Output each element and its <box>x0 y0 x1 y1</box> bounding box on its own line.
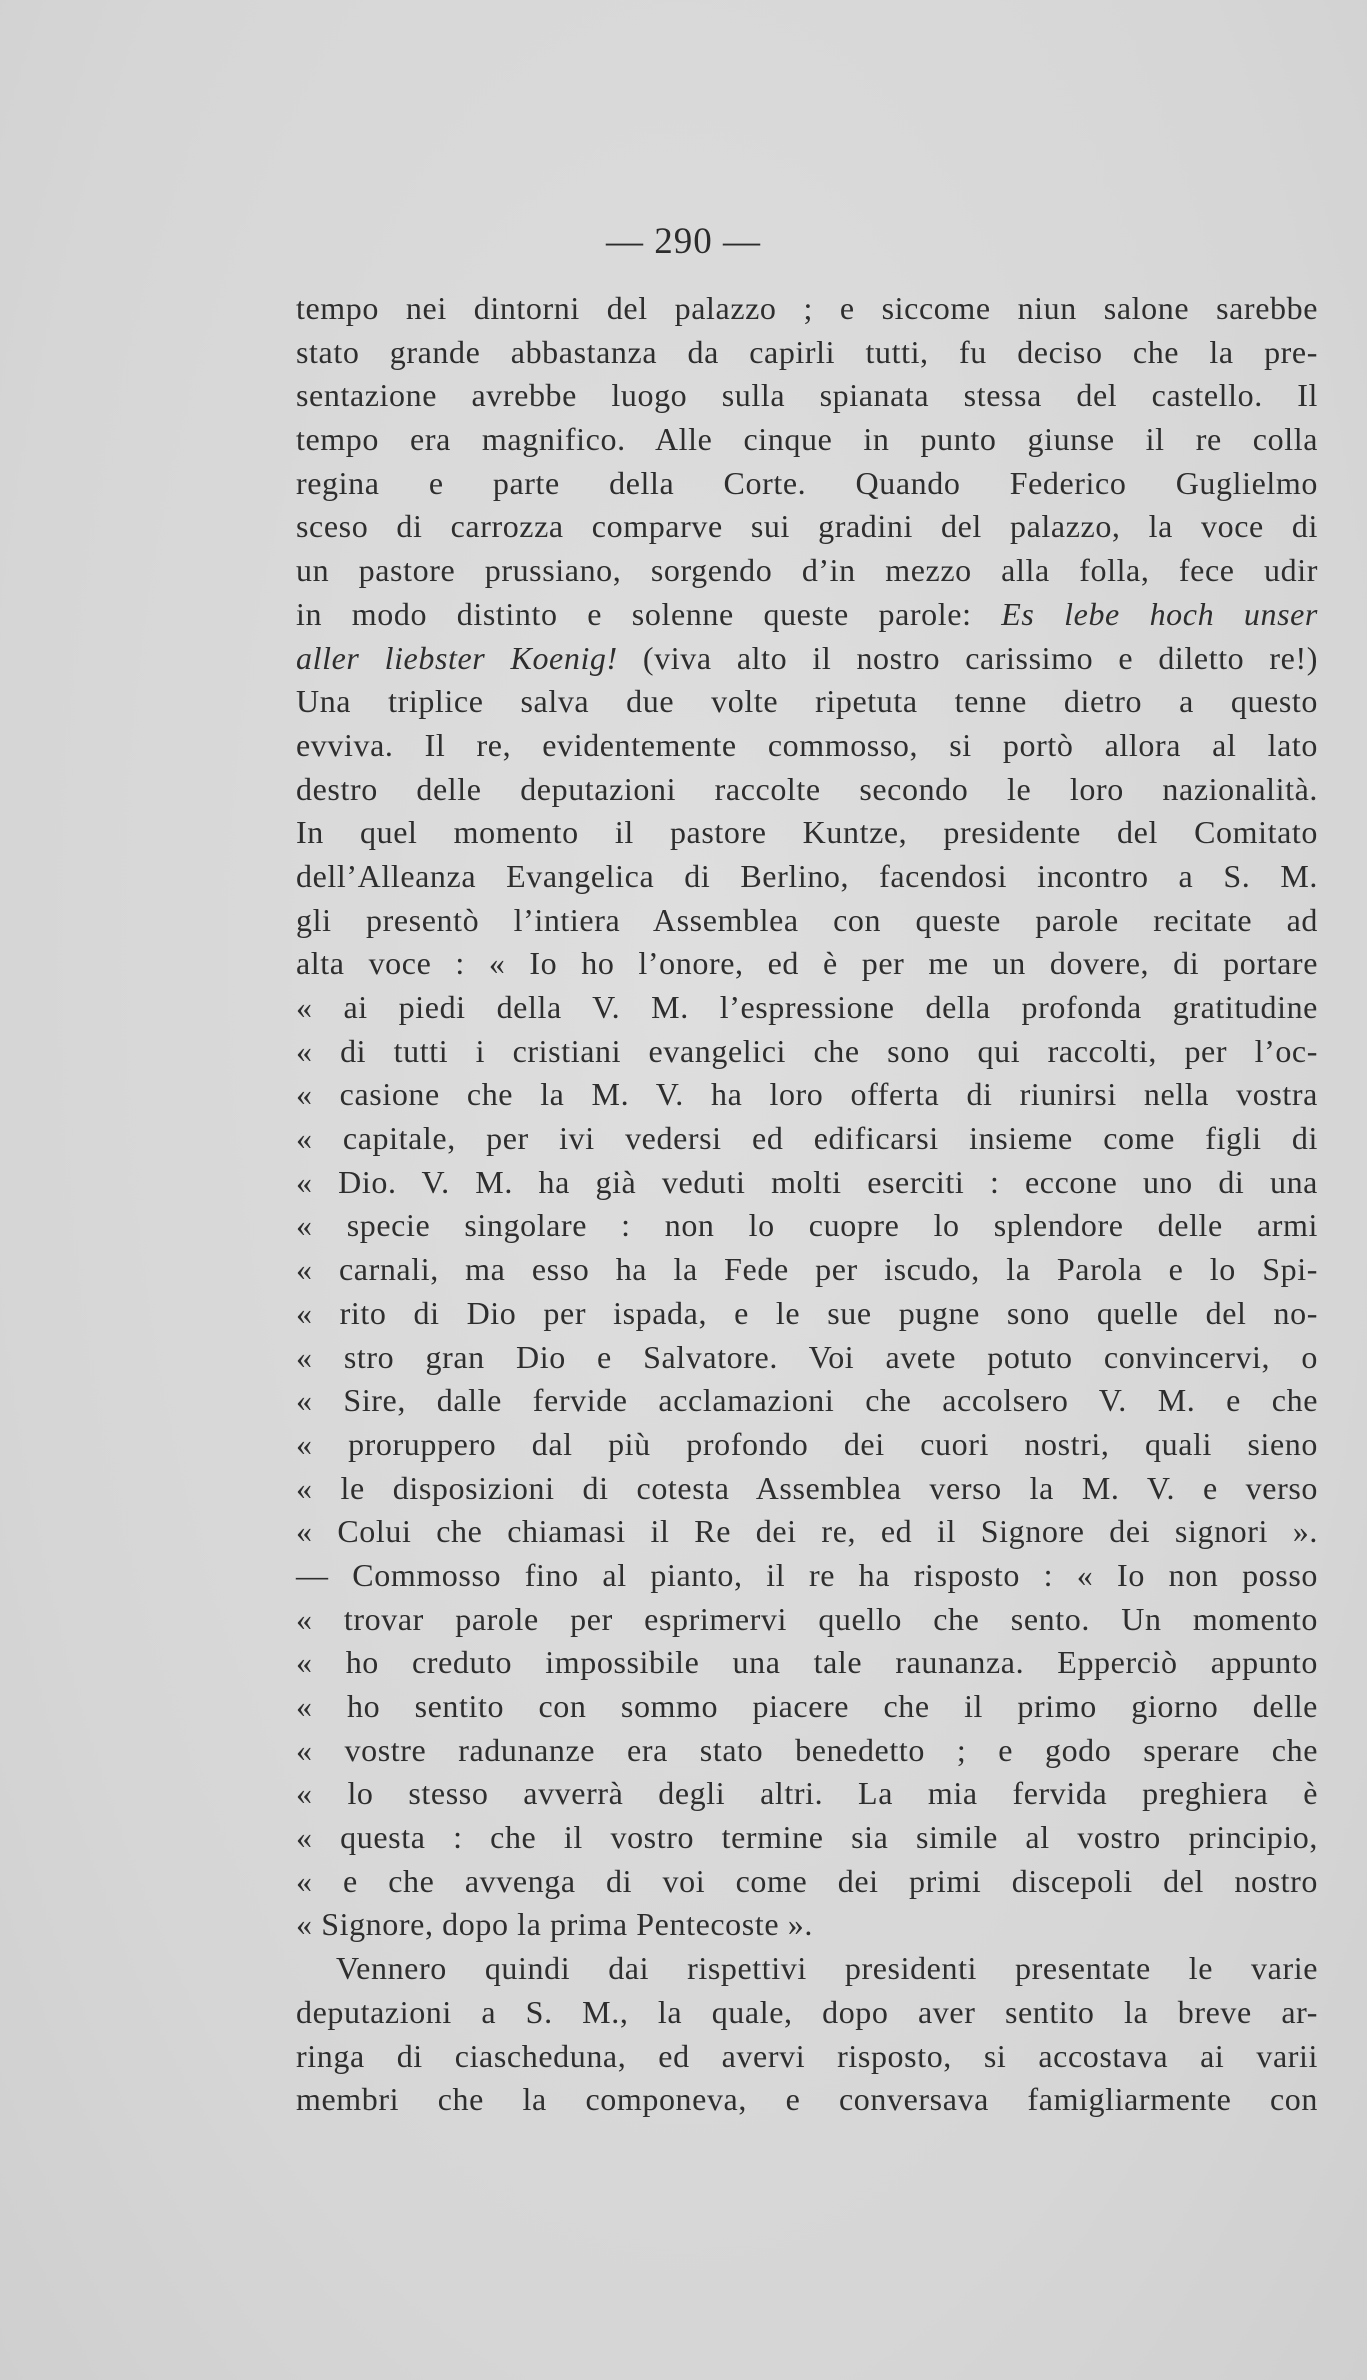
text-line: « stro gran Dio e Salvatore. Voi avete potuto convincervi, o <box>296 1338 1318 1375</box>
text-line: tempo era magnifico. Alle cinque in punto giunse il re colla <box>296 421 1318 458</box>
text-line: « capitale, per ivi vedersi ed edificarsi insieme come figli di <box>296 1120 1318 1157</box>
text-line: « proruppero dal più profondo dei cuori nostri, quali sieno <box>296 1425 1318 1462</box>
text-line: membri che la componeva, e conversava famigliarmente con <box>296 2081 1318 2118</box>
italic-segment: aller liebster Koenig! <box>296 639 618 676</box>
text-line: « Sire, dalle fervide acclamazioni che accolsero V. M. e che <box>296 1382 1318 1419</box>
text-line: tempo nei dintorni del palazzo ; e siccome niun salone sarebbe <box>296 290 1318 326</box>
text-line: « vostre radunanze era stato benedetto ; e godo sperare che <box>296 1731 1318 1768</box>
text-line: « Signore, dopo la prima Pentecoste ». <box>296 1906 813 1943</box>
text-line: gli presentò l’intiera Assemblea con queste parole recitate ad <box>296 901 1318 938</box>
text-line: « ho sentito con sommo piacere che il primo giorno delle <box>296 1688 1318 1724</box>
text-line <box>296 593 1318 637</box>
page-number: — 290 — <box>606 221 761 262</box>
text-line: sentazione avrebbe luogo sulla spianata stessa del castello. Il <box>296 377 1318 414</box>
text-line: Una triplice salva due volte ripetuta tenne dietro a questo <box>296 683 1318 720</box>
text-line: alta voce : « Io ho l’onore, ed è per me un dovere, di portare <box>296 945 1318 982</box>
text-line: — Commosso fino al pianto, il re ha risposto : « Io non posso <box>296 1556 1318 1593</box>
body-text <box>296 287 1318 2122</box>
text-line: Vennero quindi dai rispettivi presidenti presentate le varie <box>336 1950 1318 1987</box>
text-line: destro delle deputazioni raccolte secondo le loro nazionalità. <box>296 770 1318 807</box>
text-line: stato grande abbastanza da capirli tutti, fu deciso che la pre- <box>296 333 1318 370</box>
text-line: « ho creduto impossibile una tale raunanza. Epperciò appunto <box>296 1644 1318 1681</box>
text-line: dell’Alleanza Evangelica di Berlino, facendosi incontro a S. M. <box>296 857 1318 894</box>
text-line: evviva. Il re, evidentemente commosso, si portò allora al lato <box>296 726 1318 763</box>
text-line: « rito di Dio per ispada, e le sue pugne sono quelle del no- <box>296 1294 1318 1331</box>
italic-segment: Es lebe hoch unser <box>1001 595 1318 632</box>
text-line: « specie singolare : non lo cuopre lo splendore delle armi <box>296 1207 1318 1244</box>
text-line: « e che avvenga di voi come dei primi discepoli del nostro <box>296 1862 1318 1899</box>
text-line: sceso di carrozza comparve sui gradini del palazzo, la voce di <box>296 508 1318 545</box>
text-line: « carnali, ma esso ha la Fede per iscudo, la Parola e lo Spi- <box>296 1251 1318 1288</box>
text-line: « le disposizioni di cotesta Assemblea verso la M. V. e verso <box>296 1469 1318 1506</box>
text-line: « Dio. V. M. ha già veduti molti eserciti : eccone uno di una <box>296 1163 1318 1200</box>
text-line: « lo stesso avverrà degli altri. La mia fervida preghiera è <box>296 1775 1318 1812</box>
text-segment: (viva alto il nostro carissimo e diletto re!) <box>617 639 1318 676</box>
text-line: « di tutti i cristiani evangelici che sono qui raccolti, per l’oc- <box>296 1032 1318 1069</box>
text-line: « questa : che il vostro termine sia simile al vostro principio, <box>296 1819 1318 1856</box>
text-line: In quel momento il pastore Kuntze, presidente del Comitato <box>296 814 1318 851</box>
text-line: deputazioni a S. M., la quale, dopo aver sentito la breve ar- <box>296 1993 1318 2030</box>
text-line: « ai piedi della V. M. l’espressione della profonda gratitudine <box>296 989 1318 1025</box>
text-line: « casione che la M. V. ha loro offerta di riunirsi nella vostra <box>296 1076 1318 1113</box>
text-line: « trovar parole per esprimervi quello che sento. Un momento <box>296 1600 1318 1637</box>
text-line: « Colui che chiamasi il Re dei re, ed il Signore dei signori ». <box>296 1513 1318 1550</box>
text-line: un pastore prussiano, sorgendo d’in mezzo alla folla, fece udir <box>296 552 1318 589</box>
text-segment: in modo distinto e solenne queste parole: <box>296 595 1002 632</box>
text-line: ringa di ciascheduna, ed avervi risposto, si accostava ai varii <box>296 2037 1318 2074</box>
text-line: regina e parte della Corte. Quando Federico Guglielmo <box>296 464 1318 501</box>
text-line <box>296 637 1318 681</box>
